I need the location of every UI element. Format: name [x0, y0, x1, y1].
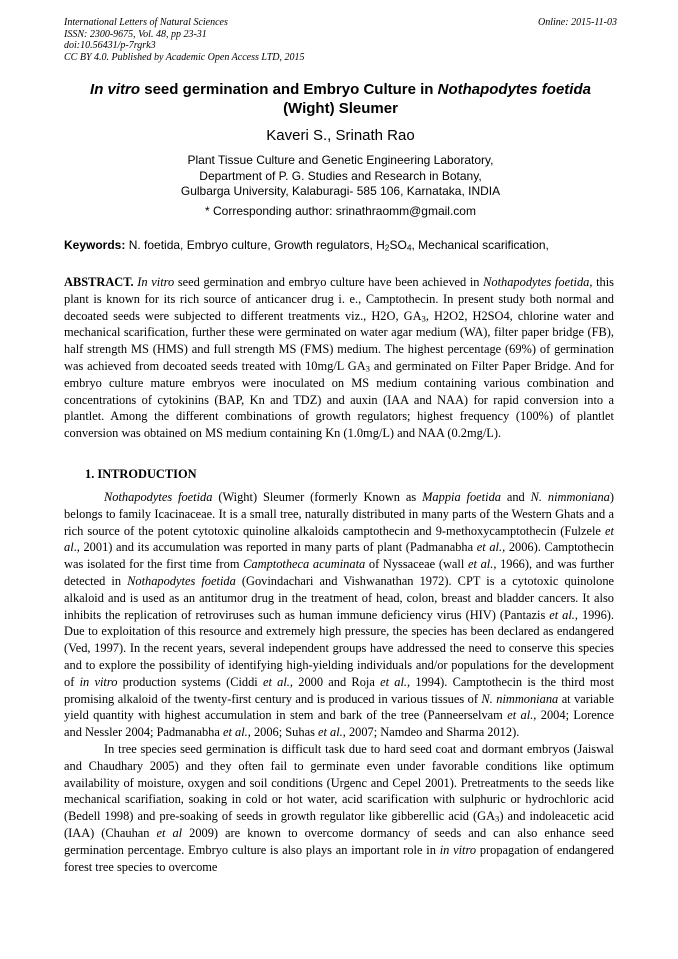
abstract-sub-a: 3: [421, 313, 426, 324]
p1-a: Nothapodytes foetida: [104, 490, 213, 504]
p1-l: of Nyssaceae (wall: [365, 557, 468, 572]
affiliation-line1: Plant Tissue Culture and Genetic Engineering Laboratory,: [187, 153, 494, 167]
abstract-sub-b: 3: [365, 363, 370, 374]
p1-t: production systems (Ciddi: [117, 674, 263, 689]
p2-a: In tree species seed germination is difficult task due to hard seed coat and dormant embryos (Jaiswal and Chaudhary 2005) and they often fail to germinate even under favorable conditions like optimum availability of moisture, oxygen and soil conditions (Urgenc and Cepel 2001). Pretreatments to the seeds like mechanical scarifiation, soaking in cold or hot water, acid scarification with sulphuric or hydrochloric acid (Bedell 1998) and pre-soaking of seeds in growth regulator like gibberellic acid (GA: [64, 741, 614, 824]
keywords-text-c: , Mechanical scarification,: [411, 238, 549, 252]
p1-h: ., 2001) and its accumulation was reported in many parts of plant (Padmanabha: [73, 540, 477, 555]
affiliation: [64, 153, 617, 200]
p1-r: , 1996). Due to exploitation of this resource and extremely high pressure, the species has been declared as endangered (Ved, 1997). In the recent years, several independent groups have addressed the need to conserve this species and to explore the possibility of identifying high-yielding individuals and/or populations for the development of: [64, 607, 614, 689]
p2-e: in vitro: [439, 842, 477, 857]
p1-c: Mappia foetida: [422, 490, 501, 504]
abstract: [64, 274, 614, 442]
p1-i: et al.,: [476, 540, 506, 555]
corresponding-author: * Corresponding author: srinathraomm@gmail.com: [205, 204, 476, 218]
journal-license: CC BY 4.0. Published by Academic Open Access LTD, 2015: [64, 51, 305, 63]
p1-u: et al.,: [262, 674, 294, 689]
abstract-t1: In vitro: [133, 275, 175, 289]
section-heading-introduction: 1. INTRODUCTION: [85, 467, 197, 481]
abstract-t4: this plant is known for its rich source of anticancer drug i. e., Camptothecin. In present study both normal and decoated seeds were subjected to different treatments viz., H2O, GA: [64, 275, 614, 323]
p1-g: et al: [64, 523, 614, 555]
affiliation-line2: Department of P. G. Studies and Research in Botany,: [199, 168, 482, 183]
p1-w: et al.: [380, 674, 408, 689]
journal-name: International Letters of Natural Sciences: [64, 17, 228, 28]
p1-s: in vitro: [79, 674, 118, 689]
journal-doi: doi:10.56431/p-7rgrk3: [64, 40, 156, 51]
journal-issn: ISSN: 2300-9675, Vol. 48, pp 23-31: [64, 28, 207, 40]
p1-p: (Govindachari and Vishwanathan 1972). CPT is a cytotoxic quinolone alkaloid and is used as an antitumor drug in the treatment of head, colon, breast and bladder cancers. It also inhibits the replication of retroviruses such as human immune deficiency virus (HIV) (Pantazis: [64, 573, 615, 622]
intro-paragraph-2: [64, 741, 614, 875]
p1-j: 2006). Camptothecin was isolated for the first time from: [64, 540, 615, 572]
journal-header: [64, 17, 617, 63]
p1-b: (Wight) Sleumer (formerly Known as: [212, 490, 423, 504]
keywords-label: Keywords:: [64, 238, 126, 252]
paper-title: [64, 80, 617, 118]
p1-x: , 1994). Camptothecin is the third most promising alkaloid of the twenty-first century and is produced in various tissues of: [64, 674, 615, 706]
keywords-sub1: 2: [384, 242, 390, 253]
p1-o: Nothapodytes foetida: [127, 573, 236, 588]
p1-af: , 2007; Namdeo and Sharma 2012).: [342, 725, 520, 740]
p1-z: at variable yield quantity with highest accumulation in stem and bark of the tree (Panneerselvam: [64, 691, 614, 723]
p1-aa: et al.: [507, 708, 534, 723]
keywords: [64, 238, 617, 252]
p2-c: et al: [156, 825, 183, 840]
p1-q: et al.: [549, 607, 575, 622]
abstract-t3: Nothapodytes foetida,: [483, 275, 593, 289]
p1-k: Camptotheca acuminata: [243, 557, 366, 572]
p2-d: 2009) are known to overcome dormancy of seeds and can also enhance seed germination percentage. Embryo culture is also plays an important role in: [64, 825, 614, 857]
title-middle: seed germination and Embryo Culture in: [140, 81, 438, 98]
p1-v: 2000 and Roja: [293, 674, 381, 689]
keywords-text-b: SO: [389, 238, 407, 252]
keywords-text-a: N. foetida, Embryo culture, Growth regulators, H: [125, 238, 385, 252]
p1-e: N. nimmoniana: [530, 490, 610, 504]
title-in-vitro: In vitro: [90, 81, 141, 98]
p1-d: and: [500, 490, 531, 504]
p1-y: N. nimmoniana: [481, 691, 559, 706]
p1-ab: , 2004; Lorence and Nessler 2004; Padmanabha: [64, 708, 614, 740]
p1-n: , 1966), and was further detected in: [64, 557, 614, 588]
title-line2: (Wight) Sleumer: [283, 100, 398, 117]
abstract-t2: seed germination and embryo culture have been achieved in: [174, 275, 484, 289]
p2-f: propagation of endangered forest tree species to overcome: [64, 842, 615, 874]
online-date: Online: 2015-11-03: [538, 17, 617, 28]
p2-sub: 3: [495, 813, 500, 824]
abstract-t5: , H2O2, H2SO4, chlorine water and mechanical scarification, further these were germinated on water agar medium (WA), filter paper bridge (FB), half strength MS (HMS) and full strength MS (FMS) medium. The highest percentage (69%) of germination was achieved from decoated seeds treated with 10mg/L GA: [64, 308, 615, 373]
title-species: Nothapodytes foetida: [437, 81, 591, 98]
p1-ae: et al.: [317, 725, 343, 740]
keywords-sub2: 4: [406, 242, 412, 253]
introduction-body: [64, 489, 614, 875]
intro-paragraph-1: [64, 489, 614, 741]
p1-ad: , 2006; Suhas: [247, 725, 318, 740]
p1-f: ) belongs to family Icacinaceae. It is a small tree, naturally distributed in many parts of the Western Ghats and a rich source of the potent cytotoxic quinoline alkaloids camptothecin and 9-methoxycamptothecin (Fulzele: [64, 490, 615, 538]
p1-ac: et al.: [222, 725, 248, 740]
affiliation-line3: Gulbarga University, Kalaburagi- 585 106, Karnataka, INDIA: [180, 184, 501, 198]
abstract-label: ABSTRACT.: [64, 275, 134, 289]
abstract-t6: and germinated on Filter Paper Bridge. And for embryo culture mature embryos were inoculated on MS medium containing various combination and concentrations of cytokinins (BAP, Kn and TDZ) and auxin (IAA and NAA) for rapid conversion into a plantlet. Among the different combinations of growth regulators; highest frequency (100%) of plantlet conversion was obtained on MS medium containing Kn (1.0mg/L) and NAA (0.2mg/L).: [64, 358, 615, 441]
p1-m: et al.: [467, 557, 494, 572]
p2-b: ) and indoleacetic acid (IAA) (Chauhan: [64, 809, 614, 840]
authors: Kaveri S., Srinath Rao: [266, 127, 415, 144]
